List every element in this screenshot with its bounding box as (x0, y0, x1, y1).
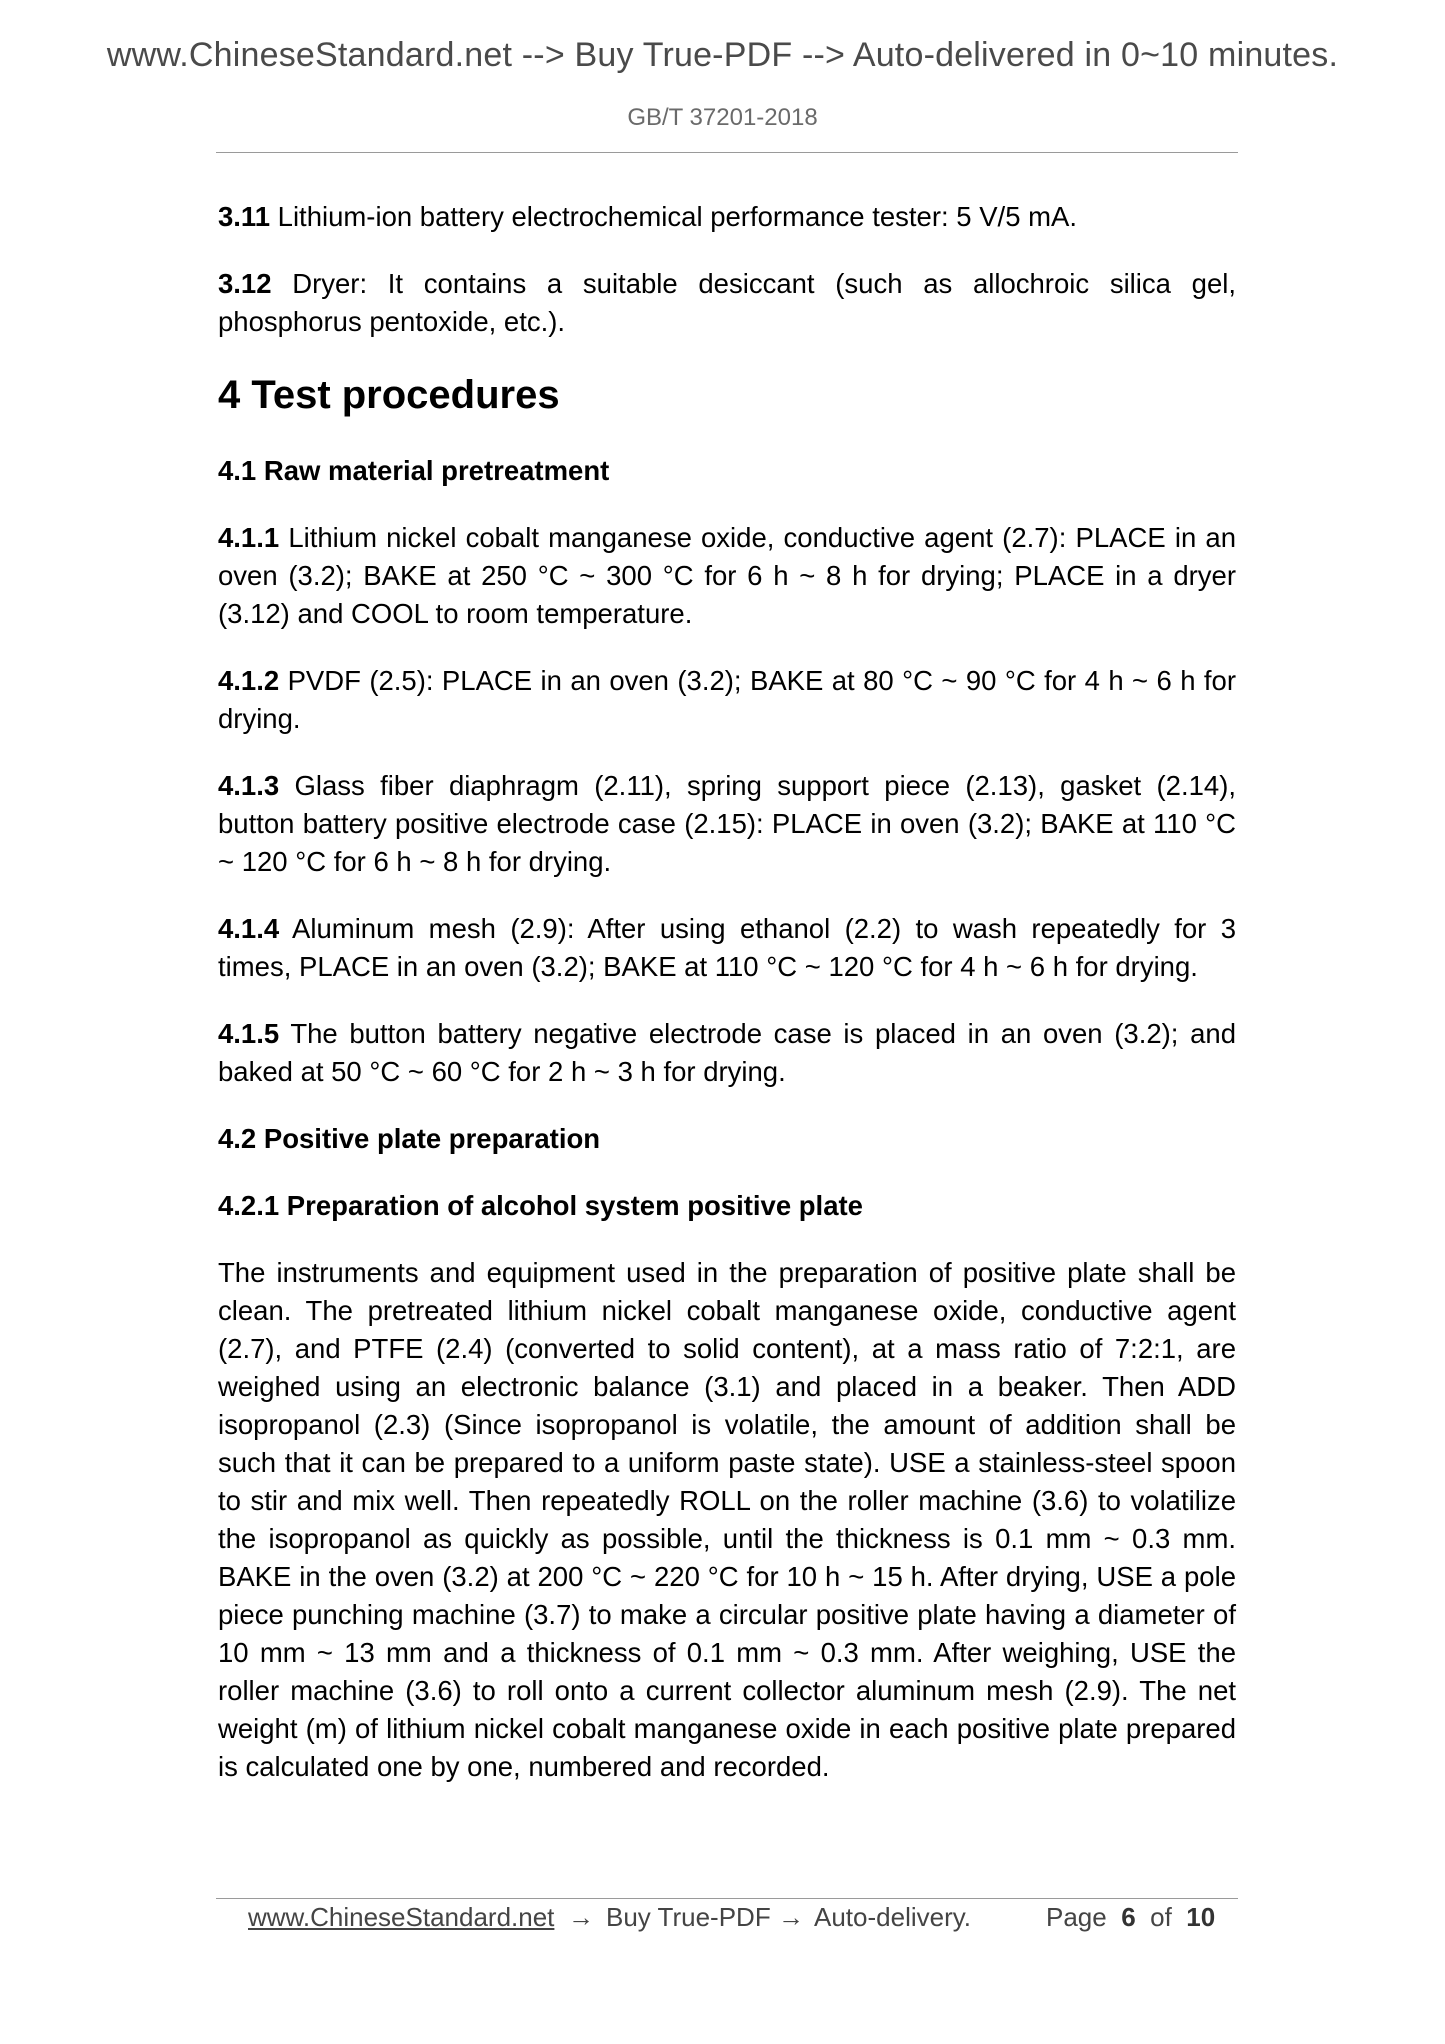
header-banner: www.ChineseStandard.net --> Buy True-PDF --> Auto-delivered in 0~10 minutes. (106, 36, 1339, 74)
page-total: 10 (1186, 1902, 1216, 1932)
clause-text: Aluminum mesh (2.9): After using ethanol (2.2) to wash repeatedly for 3 times, PLACE in an oven (3.2); BAKE at 110 °C ~ 120 °C for 4 h ~ 6 h for drying. (218, 913, 1236, 982)
footer-site-link[interactable]: www.ChineseStandard.net (248, 1902, 555, 1932)
clause-4-1-4 (218, 910, 1236, 986)
footer-auto-delivery-text: Auto-delivery. (814, 1902, 972, 1932)
page-footer (248, 1902, 1218, 1942)
clause-text: The button battery negative electrode case is placed in an oven (3.2); and baked at 50 °C ~ 60 °C for 2 h ~ 3 h for drying. (218, 1018, 1236, 1087)
clause-3-11 (218, 198, 1236, 236)
header-divider (216, 152, 1238, 153)
clause-number: 3.11 (218, 201, 271, 232)
clause-text: Lithium nickel cobalt manganese oxide, conductive agent (2.7): PLACE in an oven (3.2); BAKE at 250 °C ~ 300 °C for 6 h ~ 8 h for drying; PLACE in a dryer (3.12) and COOL to room temperature. (218, 522, 1236, 629)
page-current: 6 (1121, 1902, 1136, 1932)
document-body (218, 198, 1236, 1786)
footer-buy-text: Buy True-PDF (606, 1902, 771, 1932)
section-heading: 4 Test procedures (218, 373, 560, 417)
clause-4-1-1 (218, 519, 1236, 633)
clause-3-12 (218, 265, 1236, 341)
footer-divider (216, 1898, 1238, 1899)
clause-4-1-3 (218, 767, 1236, 881)
clause-text: Lithium-ion battery electrochemical performance tester: 5 V/5 mA. (270, 201, 1078, 232)
arrow-right-icon: → (778, 1902, 804, 1932)
standard-code: GB/T 37201-2018 (627, 104, 818, 131)
procedure-paragraph: The instruments and equipment used in the preparation of positive plate shall be clean. The pretreated lithium nickel cobalt manganese oxide, conductive agent (2.7), and PTFE (2.4) (converted to solid content), at a mass ratio of 7:2:1, are weighed using an electronic balance (3.1) and placed in a beaker. Then ADD isopropanol (2.3) (Since isopropanol is volatile, the amount of addition shall be such that it can be prepared to a uniform paste state). USE a stainless-steel spoon to stir and mix well. Then repeatedly ROLL on the roller machine (3.6) to volatilize the isopropanol as quickly as possible, until the thickness is 0.1 mm ~ 0.3 mm. BAKE in the oven (3.2) at 200 °C ~ 220 °C for 10 h ~ 15 h. After drying, USE a pole piece punching machine (3.7) to make a circular positive plate having a diameter of 10 mm ~ 13 mm and a thickness of 0.1 mm ~ 0.3 mm. After weighing, USE the roller machine (3.6) to roll onto a current collector aluminum mesh (2.9). The net weight (m) of lithium nickel cobalt manganese oxide in each positive plate prepared is calculated one by one, numbered and recorded. (218, 1257, 1236, 1782)
subsubsection-heading-4-2-1: 4.2.1 Preparation of alcohol system positive plate (218, 1190, 863, 1221)
clause-number: 4.1.5 (218, 1018, 280, 1049)
page-of: of (1150, 1902, 1172, 1932)
subsection-heading-4-1: 4.1 Raw material pretreatment (218, 455, 610, 486)
clause-number: 4.1.1 (218, 522, 280, 553)
clause-4-1-2 (218, 662, 1236, 738)
clause-text: Dryer: It contains a suitable desiccant (such as allochroic silica gel, phosphorus pentoxide, etc.). (218, 268, 1236, 337)
clause-number: 4.1.3 (218, 770, 280, 801)
clause-text: Glass fiber diaphragm (2.11), spring support piece (2.13), gasket (2.14), button battery positive electrode case (2.15): PLACE in oven (3.2); BAKE at 110 °C ~ 120 °C for 6 h ~ 8 h for drying. (218, 770, 1236, 877)
page-indicator (1046, 1902, 1215, 1933)
clause-number: 4.1.4 (218, 913, 280, 944)
clause-4-1-5 (218, 1015, 1236, 1091)
page-label: Page (1046, 1902, 1107, 1932)
subsection-heading-4-2: 4.2 Positive plate preparation (218, 1123, 601, 1154)
clause-number: 3.12 (218, 268, 272, 299)
arrow-right-icon: → (568, 1902, 594, 1932)
clause-number: 4.1.2 (218, 665, 280, 696)
clause-text: PVDF (2.5): PLACE in an oven (3.2); BAKE at 80 °C ~ 90 °C for 4 h ~ 6 h for drying. (218, 665, 1236, 734)
